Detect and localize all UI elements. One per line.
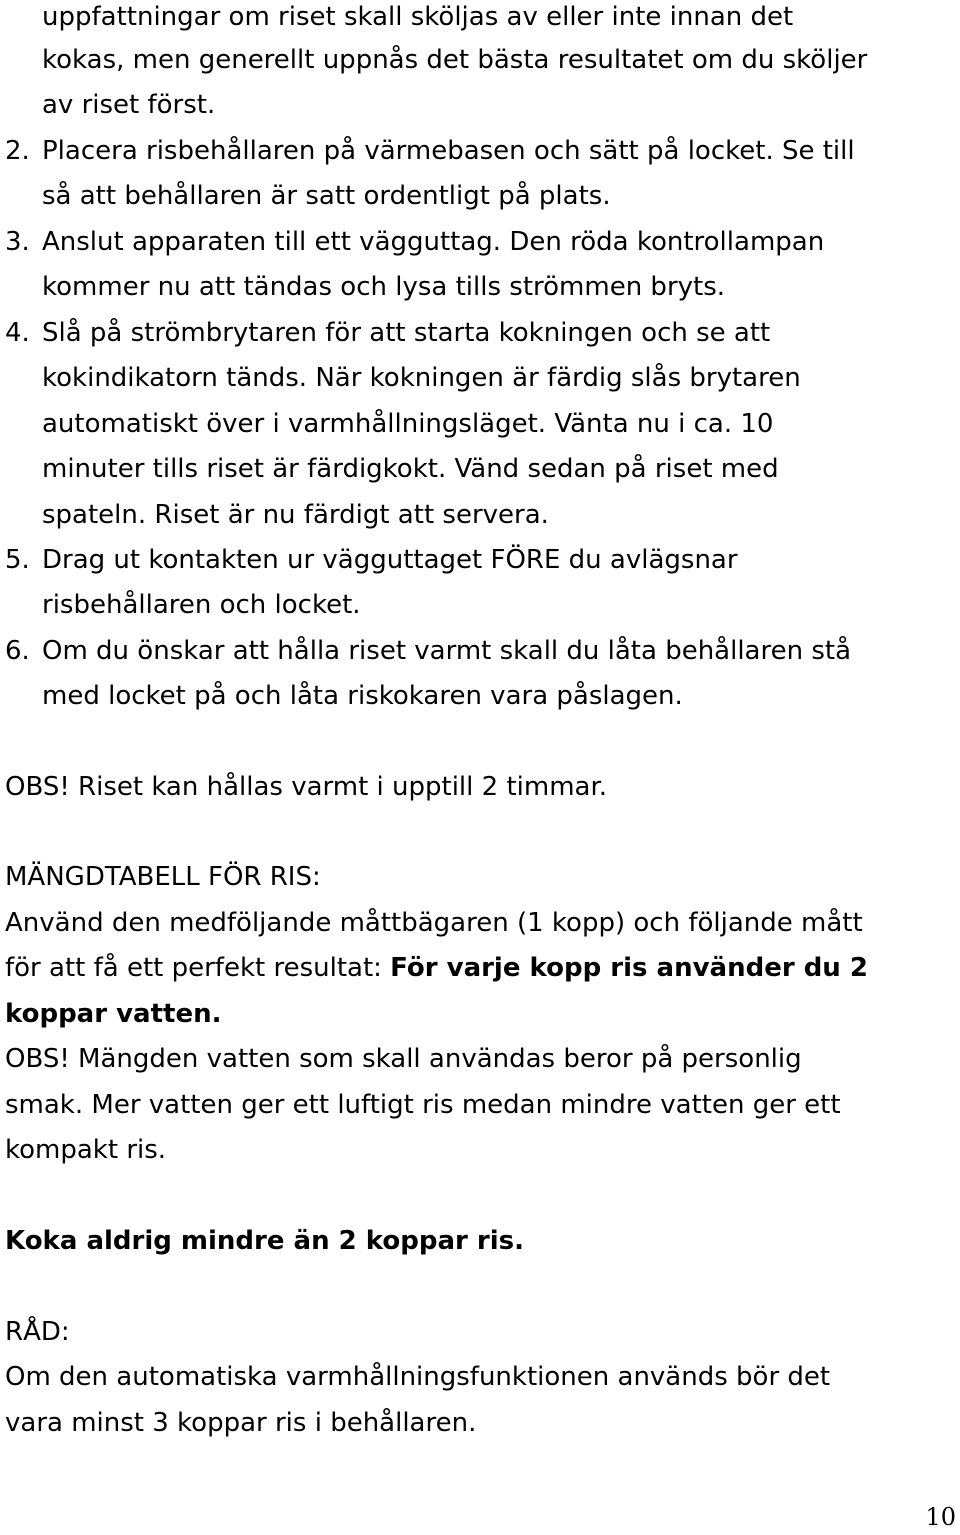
- quantity-table-heading: MÄNGDTABELL FÖR RIS:: [5, 862, 321, 892]
- quantity-table-emphasis: För varje kopp ris använder du 2: [390, 953, 868, 983]
- step4-text-line: automatiskt över i varmhållningsläget. Vänta nu i ca. 10: [42, 409, 774, 439]
- step6-number: 6.: [5, 636, 30, 666]
- step2-number: 2.: [5, 136, 30, 166]
- step1-text-line: av riset först.: [42, 90, 216, 120]
- step3-text-line: kommer nu att tändas och lysa tills strömmen bryts.: [42, 272, 726, 302]
- step4-text-line: Slå på strömbrytaren för att starta kokningen och se att: [42, 318, 771, 348]
- step5-text-line: Drag ut kontakten ur vägguttaget FÖRE du avlägsnar: [42, 545, 738, 575]
- step6-text-line: med locket på och låta riskokaren vara påslagen.: [42, 681, 683, 711]
- step4-text-line: minuter tills riset är färdigkokt. Vänd sedan på riset med: [42, 454, 779, 484]
- warning-text: Koka aldrig mindre än 2 koppar ris.: [5, 1226, 524, 1256]
- step6-text-line: Om du önskar att hålla riset varmt skall du låta behållaren stå: [42, 636, 852, 666]
- step4-number: 4.: [5, 318, 30, 348]
- step5-number: 5.: [5, 545, 30, 575]
- step4-text-line: spateln. Riset är nu färdigt att servera.: [42, 500, 549, 530]
- advice-text-line: Om den automatiska varmhållningsfunktionen används bör det: [5, 1362, 831, 1392]
- step3-number: 3.: [5, 227, 30, 257]
- quantity-obs-line: OBS! Mängden vatten som skall användas beror på personlig: [5, 1044, 802, 1074]
- advice-text-line: vara minst 3 koppar ris i behållaren.: [5, 1408, 477, 1438]
- advice-heading: RÅD:: [5, 1317, 70, 1347]
- step2-text-line: så att behållaren är satt ordentligt på plats.: [42, 181, 611, 211]
- step1-text-line: kokas, men generellt uppnås det bästa resultatet om du sköljer: [42, 45, 868, 75]
- step5-text-line: risbehållaren och locket.: [42, 590, 361, 620]
- obs-note: OBS! Riset kan hållas varmt i upptill 2 timmar.: [5, 772, 608, 802]
- quantity-table-text: för att få ett perfekt resultat:: [5, 953, 391, 983]
- step1-text-line: uppfattningar om riset skall sköljas av eller inte innan det: [42, 2, 794, 32]
- step4-text-line: kokindikatorn tänds. När kokningen är färdig slås brytaren: [42, 363, 801, 393]
- step2-text-line: Placera risbehållaren på värmebasen och sätt på locket. Se till: [42, 136, 855, 166]
- page-number: 10: [925, 1503, 956, 1531]
- quantity-table-text-line: [5, 948, 868, 988]
- quantity-obs-line: smak. Mer vatten ger ett luftigt ris medan mindre vatten ger ett: [5, 1090, 841, 1120]
- quantity-table-text-line: Använd den medföljande måttbägaren (1 kopp) och följande mått: [5, 908, 863, 938]
- quantity-table-emphasis-line: koppar vatten.: [5, 999, 222, 1029]
- step3-text-line: Anslut apparaten till ett vägguttag. Den röda kontrollampan: [42, 227, 825, 257]
- quantity-obs-line: kompakt ris.: [5, 1135, 167, 1165]
